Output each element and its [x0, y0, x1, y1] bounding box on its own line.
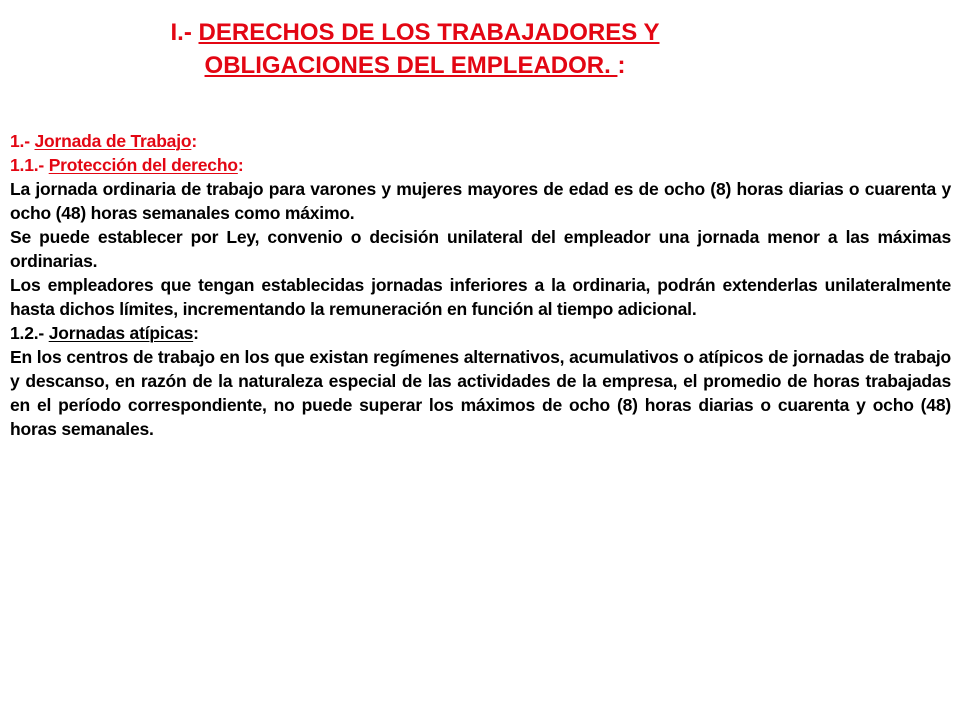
- title-prefix: I.-: [170, 19, 199, 46]
- title-suffix: :: [617, 52, 626, 79]
- title-line-2: OBLIGACIONES DEL EMPLEADOR.: [204, 52, 618, 79]
- paragraph-jornadas-atipicas: En los centros de trabajo en los que existan regímenes alternativos, acumulativos o atípicos de jornadas de trabajo y descanso, en razón de la naturaleza especial de las actividades de la empresa, el promedio de horas trabajadas en el período correspondiente, no puede superar los máximos de ocho (8) horas diarias o cuarenta y ocho (48) horas semanales.: [10, 347, 951, 439]
- section-1-1-label: Protección del derecho: [48, 155, 238, 175]
- section-1-2-colon: :: [193, 323, 199, 343]
- slide-title: [0, 16, 830, 82]
- section-1-1-number: 1.1.-: [10, 155, 49, 175]
- section-heading-1-2: [10, 321, 951, 345]
- section-1-number: 1.-: [10, 131, 35, 151]
- section-1-2-label: Jornadas atípicas: [48, 323, 194, 343]
- slide-body: [10, 129, 951, 441]
- section-heading-1: [10, 129, 951, 153]
- paragraph-jornada-menor: Se puede establecer por Ley, convenio o decisión unilateral del empleador una jornada menor a las máximas ordinarias.: [10, 227, 951, 271]
- section-1-2-number: 1.2.-: [10, 323, 49, 343]
- paragraph-jornada-ordinaria: La jornada ordinaria de trabajo para varones y mujeres mayores de edad es de ocho (8) horas diarias o cuarenta y ocho (48) horas semanales como máximo.: [10, 179, 951, 223]
- section-1-1-colon: :: [237, 155, 244, 175]
- paragraph-jornadas-inferiores: Los empleadores que tengan establecidas jornadas inferiores a la ordinaria, podrán extenderlas unilateralmente hasta dichos límites, incrementando la remuneración en función al tiempo adicional.: [10, 275, 951, 319]
- section-1-label: Jornada de Trabajo: [34, 131, 192, 151]
- section-heading-1-1: [10, 153, 951, 177]
- title-line-1: DERECHOS DE LOS TRABAJADORES Y: [198, 19, 660, 46]
- section-1-colon: :: [191, 131, 198, 151]
